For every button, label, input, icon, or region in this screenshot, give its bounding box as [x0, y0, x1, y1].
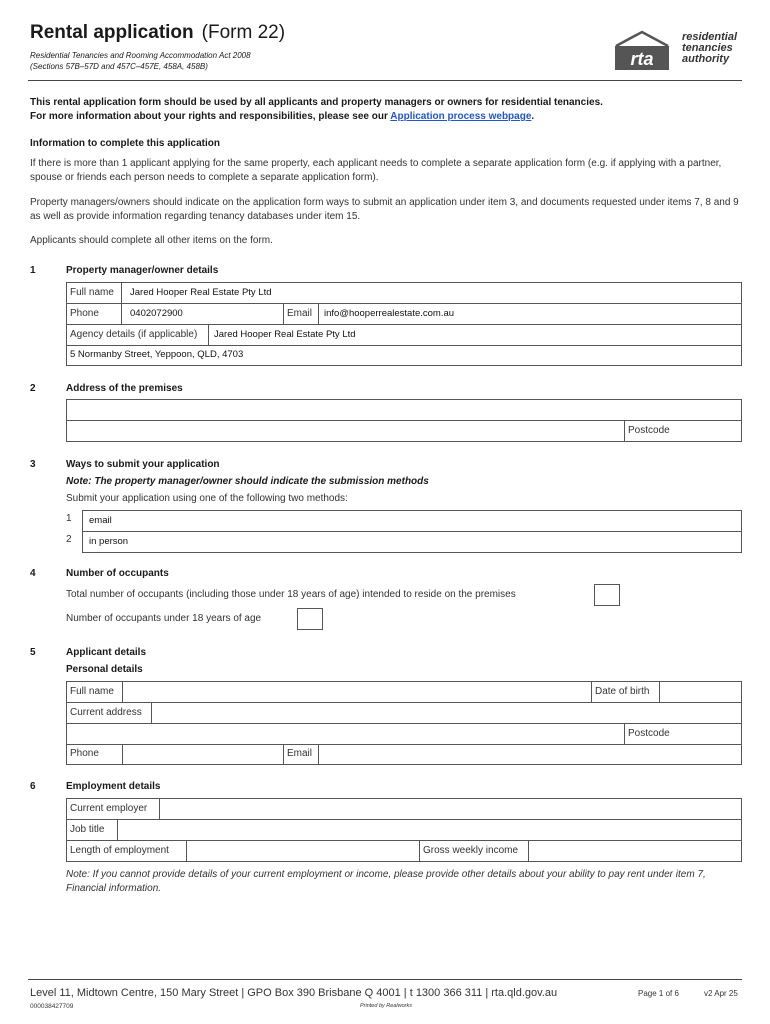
- submission-method-field[interactable]: email: [89, 515, 112, 526]
- col-divider: [186, 841, 187, 861]
- col-divider: [122, 682, 123, 702]
- method-number: 1: [66, 513, 72, 524]
- info-paragraph-2: Property managers/owners should indicate on the application form ways to submit an application under item 3, and documents requested under items 7, 8 and 9 as well as provide information regarding tenancy databases under item 15.: [30, 197, 739, 222]
- form-number: (Form 22): [201, 22, 286, 43]
- submission-method-field[interactable]: in person: [89, 536, 129, 547]
- weekly-income-label: Gross weekly income: [423, 845, 519, 856]
- submission-methods-table: [82, 510, 742, 553]
- section-number: 3: [30, 459, 36, 470]
- application-process-link[interactable]: Application process webpage: [390, 111, 532, 122]
- section-title: Employment details: [66, 781, 161, 792]
- pm-email-field[interactable]: info@hooperrealestate.com.au: [324, 308, 455, 319]
- section-subtitle: Personal details: [66, 664, 143, 675]
- col-divider: [528, 841, 529, 861]
- under18-occupants-label: Number of occupants under 18 years of age: [66, 613, 262, 624]
- employment-length-label: Length of employment: [70, 845, 169, 856]
- section-title: Ways to submit your application: [66, 459, 220, 470]
- intro-line-2-end: .: [531, 111, 535, 122]
- intro-line-1: This rental application form should be used by all applicants and property managers or owners for residential tenancies.: [30, 97, 603, 108]
- intro-text: [30, 96, 742, 124]
- under18-occupants-field[interactable]: [297, 608, 323, 630]
- intro-line-2-text: For more information about your rights and responsibilities, please see our: [30, 111, 391, 122]
- logo-wordmark: [682, 32, 737, 65]
- footer-address: Level 11, Midtown Centre, 150 Mary Street | GPO Box 390 Brisbane Q 4001 | t 1300 366 311 | rta.qld.gov.au: [30, 987, 558, 999]
- section-number: 2: [30, 383, 36, 394]
- email-label: Email: [287, 748, 313, 759]
- applicant-details-table: [66, 681, 742, 765]
- section-number: 5: [30, 647, 36, 658]
- section-title: Applicant details: [66, 647, 147, 658]
- rta-logo: [612, 22, 742, 74]
- total-occupants-field[interactable]: [594, 584, 620, 606]
- col-divider: [117, 820, 118, 840]
- form-header: [30, 22, 742, 80]
- premises-address-table: [66, 399, 742, 442]
- section-title: Address of the premises: [66, 383, 183, 394]
- col-divider: [151, 703, 152, 723]
- act-sections: (Sections 57B–57D and 457C–457E, 458A, 458B): [30, 62, 208, 71]
- row-divider: [67, 744, 741, 745]
- info-heading: Information to complete this application: [30, 138, 221, 149]
- footer-divider: [28, 979, 742, 980]
- email-label: Email: [287, 308, 313, 319]
- row-divider: [67, 819, 741, 820]
- phone-label: Phone: [70, 748, 99, 759]
- phone-label: Phone: [70, 308, 99, 319]
- section-number: 4: [30, 568, 36, 579]
- form-code: 000038427709: [30, 1003, 74, 1010]
- printer-credit: Printed by Realworks: [360, 1003, 412, 1009]
- pm-agency-field[interactable]: Jared Hooper Real Estate Pty Ltd: [214, 329, 356, 340]
- col-divider: [159, 799, 160, 819]
- agency-label: Agency details (if applicable): [70, 329, 198, 340]
- col-divider: [659, 682, 660, 702]
- col-divider: [122, 744, 123, 764]
- form-title: [30, 22, 285, 44]
- pm-full-name-field[interactable]: Jared Hooper Real Estate Pty Ltd: [130, 287, 272, 298]
- property-manager-table: [66, 282, 742, 366]
- act-name: Residential Tenancies and Rooming Accommodation Act 2008: [30, 51, 251, 60]
- employment-note: Note: If you cannot provide details of your current employment or income, please provide other details about your ability to pay rent under item 7, Financial information.: [66, 869, 706, 894]
- dob-label: Date of birth: [595, 686, 650, 697]
- pm-phone-field[interactable]: 0402072900: [130, 308, 183, 319]
- logo-line: residential: [682, 31, 738, 43]
- logo-line: tenancies: [682, 42, 733, 54]
- info-paragraph-3: Applicants should complete all other items on the form.: [30, 235, 273, 246]
- info-paragraph-1: If there is more than 1 applicant applying for the same property, each applicant needs to complete a separate application form (e.g. if applying with a partner, spouse or friends each person needs to complete a separate application form).: [30, 158, 722, 183]
- col-divider: [318, 744, 319, 764]
- full-name-label: Full name: [70, 686, 114, 697]
- section-note: Note: The property manager/owner should indicate the submission methods: [66, 476, 429, 487]
- intro-line-2: [30, 110, 742, 124]
- logo-mark: rta: [630, 49, 654, 69]
- form-version: v2 Apr 25: [704, 989, 738, 998]
- pm-address-field[interactable]: 5 Normanby Street, Yeppoon, QLD, 4703: [70, 349, 244, 360]
- title-text: Rental application: [30, 22, 194, 43]
- total-occupants-label: Total number of occupants (including those under 18 years of age) intended to reside on the premises: [66, 589, 516, 600]
- address-label: Current address: [70, 707, 142, 718]
- rta-logo-icon: [612, 30, 672, 72]
- postcode-label: Postcode: [628, 728, 670, 739]
- header-divider: [28, 80, 742, 81]
- section-text: Submit your application using one of the following two methods:: [66, 493, 348, 504]
- col-divider: [121, 283, 122, 324]
- legislation-reference: [30, 50, 251, 72]
- section-number: 1: [30, 265, 36, 276]
- page-number: Page 1 of 6: [638, 989, 679, 998]
- row-divider: [67, 702, 741, 703]
- section-number: 6: [30, 781, 36, 792]
- postcode-label: Postcode: [628, 425, 670, 436]
- logo-line: authority: [682, 53, 730, 65]
- section-title: Property manager/owner details: [66, 265, 219, 276]
- full-name-label: Full name: [70, 287, 114, 298]
- employment-details-table: [66, 798, 742, 862]
- method-number: 2: [66, 534, 72, 545]
- employer-label: Current employer: [70, 803, 148, 814]
- job-title-label: Job title: [70, 824, 105, 835]
- section-title: Number of occupants: [66, 568, 169, 579]
